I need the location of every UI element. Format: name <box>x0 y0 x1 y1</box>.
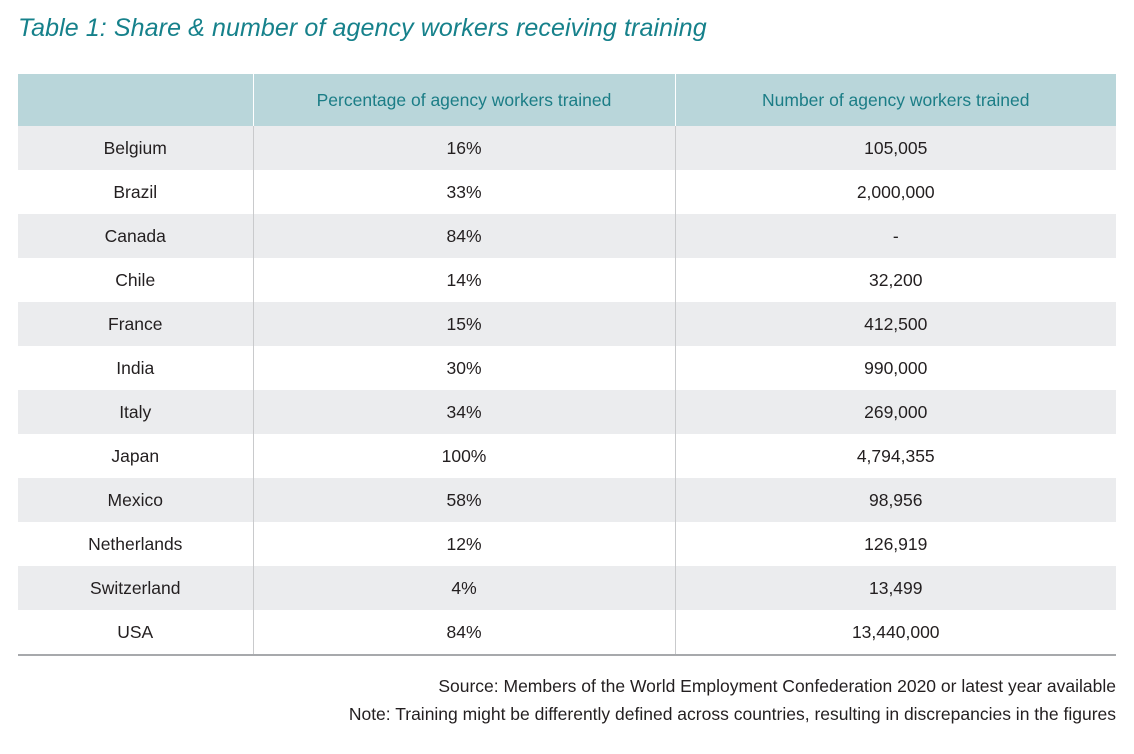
cell-number: 4,794,355 <box>675 434 1116 478</box>
table-row <box>18 126 1116 170</box>
cell-country: Switzerland <box>18 566 253 610</box>
table-body <box>18 126 1116 654</box>
table-row <box>18 346 1116 390</box>
table-row <box>18 478 1116 522</box>
cell-country: USA <box>18 610 253 654</box>
table-header-row <box>18 74 1116 126</box>
cell-country: Mexico <box>18 478 253 522</box>
cell-country: Belgium <box>18 126 253 170</box>
table-row <box>18 390 1116 434</box>
cell-percentage: 100% <box>253 434 675 478</box>
table-row <box>18 302 1116 346</box>
table-row <box>18 434 1116 478</box>
cell-number: 98,956 <box>675 478 1116 522</box>
cell-percentage: 33% <box>253 170 675 214</box>
page-title: Table 1: Share & number of agency workers receiving training <box>18 14 707 42</box>
table-container <box>18 74 1116 656</box>
table-row <box>18 610 1116 654</box>
agency-workers-training-table <box>18 74 1116 654</box>
source-note: Source: Members of the World Employment Confederation 2020 or latest year available <box>438 676 1116 696</box>
cell-number: 412,500 <box>675 302 1116 346</box>
cell-number: 269,000 <box>675 390 1116 434</box>
table-bottom-rule <box>18 654 1116 656</box>
table-header <box>18 74 1116 126</box>
table-row <box>18 566 1116 610</box>
table-row <box>18 170 1116 214</box>
cell-number: - <box>675 214 1116 258</box>
table-row <box>18 258 1116 302</box>
cell-percentage: 15% <box>253 302 675 346</box>
cell-country: Chile <box>18 258 253 302</box>
cell-country: Canada <box>18 214 253 258</box>
cell-percentage: 14% <box>253 258 675 302</box>
column-header-percentage: Percentage of agency workers trained <box>253 74 675 126</box>
column-header-country <box>18 74 253 126</box>
cell-number: 13,440,000 <box>675 610 1116 654</box>
cell-country: Italy <box>18 390 253 434</box>
cell-percentage: 84% <box>253 214 675 258</box>
cell-number: 2,000,000 <box>675 170 1116 214</box>
cell-percentage: 34% <box>253 390 675 434</box>
cell-country: France <box>18 302 253 346</box>
table-footnotes <box>18 672 1116 728</box>
cell-percentage: 58% <box>253 478 675 522</box>
cell-percentage: 16% <box>253 126 675 170</box>
cell-percentage: 4% <box>253 566 675 610</box>
cell-number: 126,919 <box>675 522 1116 566</box>
column-header-number: Number of agency workers trained <box>675 74 1116 126</box>
cell-number: 105,005 <box>675 126 1116 170</box>
cell-number: 13,499 <box>675 566 1116 610</box>
cell-number: 32,200 <box>675 258 1116 302</box>
cell-country: India <box>18 346 253 390</box>
cell-percentage: 12% <box>253 522 675 566</box>
cell-number: 990,000 <box>675 346 1116 390</box>
definition-note: Note: Training might be differently defined across countries, resulting in discrepancies in the figures <box>348 704 1116 724</box>
table-row <box>18 214 1116 258</box>
table-row <box>18 522 1116 566</box>
cell-country: Brazil <box>18 170 253 214</box>
cell-country: Netherlands <box>18 522 253 566</box>
cell-country: Japan <box>18 434 253 478</box>
cell-percentage: 30% <box>253 346 675 390</box>
cell-percentage: 84% <box>253 610 675 654</box>
